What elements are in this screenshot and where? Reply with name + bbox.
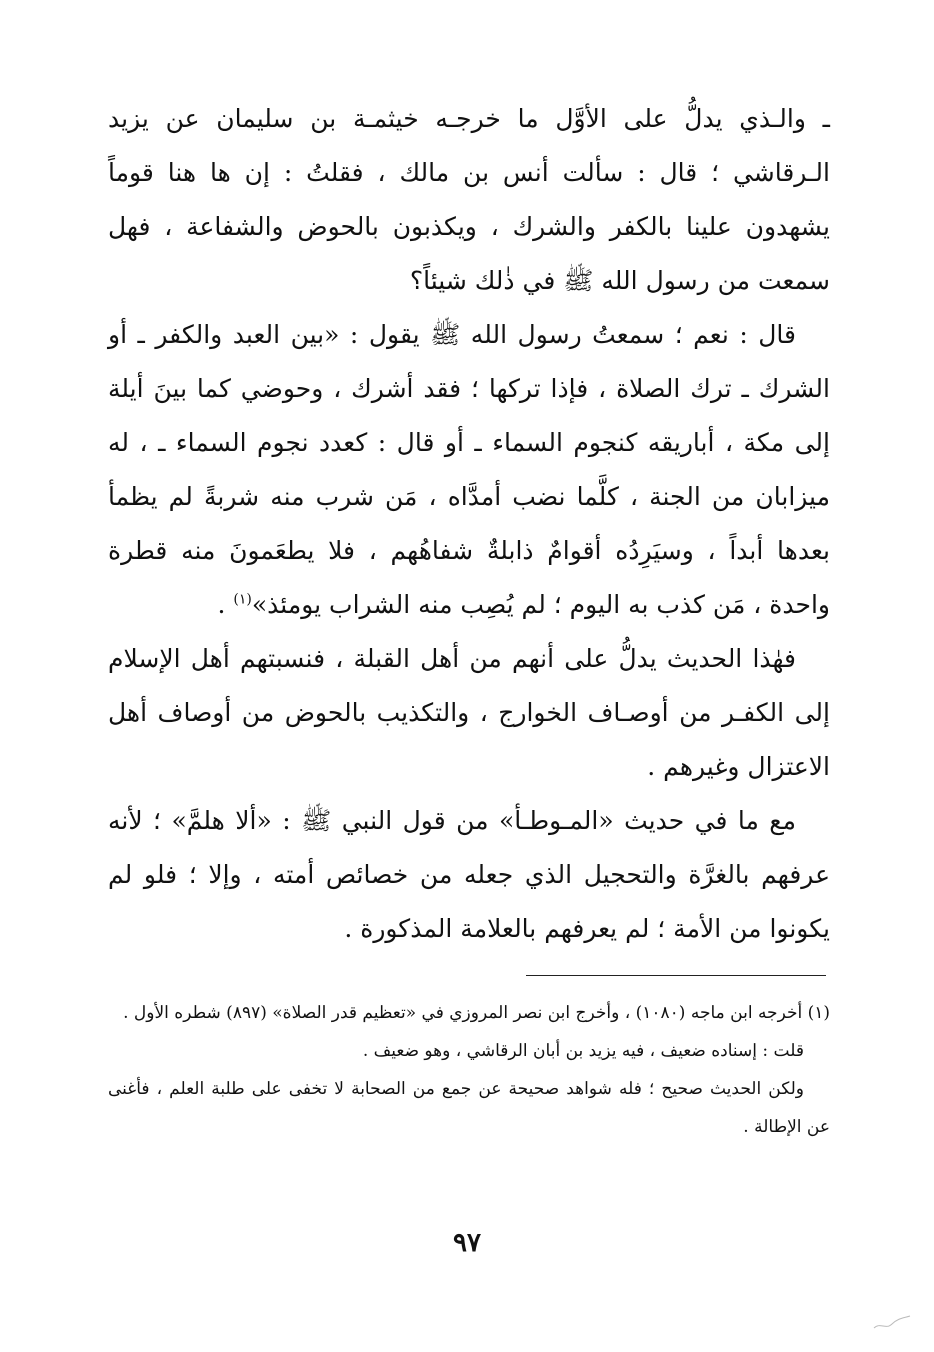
paragraph-muwatta-reference: مع ما في حديث «المـوطـأ» من قول النبي ﷺ : «ألا هلمَّ» ؛ لأنه عرفهم بالغرَّة والتحجيل الذي جعله من خصائص أمته ، وإلا ؛ فلو لم يكونوا من الأمة ؛ لم يعرفهم بالعلامة المذكورة . (108, 806, 830, 943)
footnotes-section (108, 994, 830, 1146)
footnote-reference[interactable]: (١) (233, 591, 252, 608)
page-number: ٩٧ (453, 1228, 481, 1258)
hadith-text: قال : نعم ؛ سمعتُ رسول الله ﷺ يقول : «بين العبد والكفر ـ أو الشرك ـ ترك الصلاة ، فإذا تركها ؛ فقد أشرك ، وحوضي كما بينَ أيلة إلى مكة ، أباريقه كنجوم السماء ـ أو قال : كعدد نجوم السماء ـ ، له ميزابان من الجنة ، كلَّما نضب أمدَّاه ، مَن شرب منه شربةً لم يظمأ بعدها أبداً ، وسيَرِدُه أقوامٌ ذابلةٌ شفاهُهم ، فلا يطعَمونَ منه قطرة واحدة ، مَن كذب به اليوم ؛ لم يُصِب منه الشراب يومئذ» (108, 320, 830, 619)
footnote-1-isnad-note: قلت : إسناده ضعيف ، فيه يزيد بن أبان الرقاشي ، وهو ضعيف . (362, 1041, 804, 1061)
paragraph-khaythama-narration: ـ والـذي يدلُّ على الأوَّل ما خرجـه خيثمـة بن سليمان عن يزيد الـرقاشي ؛ قال : سألت أنس بن مالك ، فقلتُ : إن ها هنا قوماً يشهدون علينا بالكفر والشرك ، ويكذبون بالحوض والشفاعة ، فهل سمعت من رسول الله ﷺ في ذٰلك شيئاً؟ (108, 104, 830, 295)
footnote-1-authenticity-note: ولكن الحديث صحيح ؛ فله شواهد صحيحة عن جمع من الصحابة لا تخفى على طلبة العلم ، فأغنى عن الإطالة . (108, 1079, 830, 1137)
paragraph-hadith-analysis: فهٰذا الحديث يدلُّ على أنهم من أهل القبلة ، فنسبتهم أهل الإسلام إلى الكفـر من أوصـاف الخوارج ، والتكذيب بالحوض من أوصاف أهل الاعتزال وغيرهم . (108, 644, 830, 781)
paragraph-anas-hadith (108, 308, 830, 632)
hadith-end-punctuation: . (217, 590, 234, 619)
footnote-1-takhrij: (١) أخرجه ابن ماجه (١٠٨٠) ، وأخرج ابن نصر المروزي في «تعظيم قدر الصلاة» (٨٩٧) شطره الأول . (123, 1003, 830, 1023)
scan-artifact-icon (872, 1312, 912, 1332)
footnote-divider (526, 975, 826, 976)
